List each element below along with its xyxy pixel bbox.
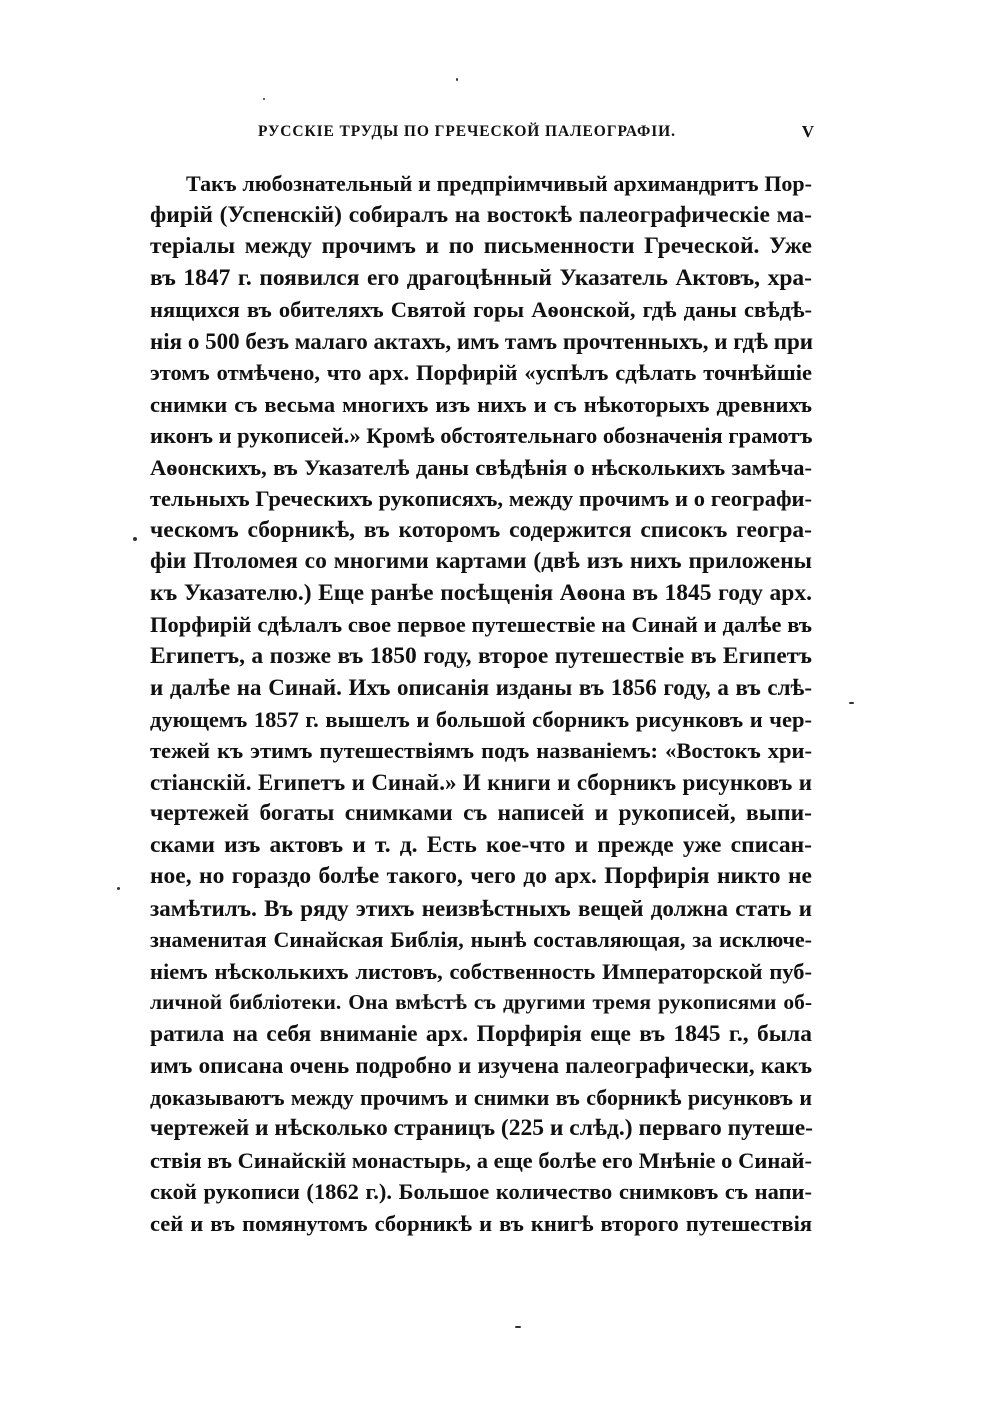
text-line: этомъ отмѣчено, что арх. Порфирій «успѣлъ сдѣлать точнѣйшіе (150, 360, 812, 385)
text-line: чертежей богаты снимками съ написей и рукописей, выпи- (150, 800, 812, 826)
scan-speck (456, 78, 458, 81)
text-line: тельныхъ Греческихъ рукописяхъ, между прочимъ и о географи- (150, 486, 812, 511)
text-line: сей и въ помянутомъ сборникѣ и въ книгѣ второго путешествія (150, 1210, 812, 1236)
text-line: ствія въ Синайскій монастырь, а еще болѣе его Мнѣніе о Синай- (150, 1147, 812, 1173)
text-line: имъ описана очень подробно и изучена палеографически, какъ (150, 1053, 812, 1078)
running-title: РУССКІЕ ТРУДЫ ПО ГРЕЧЕСКОЙ ПАЛЕОГРАФІИ. (258, 123, 676, 140)
text-line: чертежей и нѣсколько страницъ (225 и слѣд.) перваго путеше- (150, 1115, 813, 1141)
text-line: Египетъ, а позже въ 1850 году, второе путешествіе въ Египетъ (150, 642, 812, 669)
scan-speck (133, 537, 137, 541)
text-line: ской рукописи (1862 г.). Большое количество снимковъ съ напи- (150, 1179, 812, 1204)
body-text (150, 168, 812, 1239)
text-line: стіанскій. Египетъ и Синай.» И книги и сборникъ рисунковъ и (150, 769, 812, 795)
text-line: Такъ любознательный и предпріимчивый архимандритъ Пор- (186, 171, 812, 196)
text-line: иконъ и рукописей.» Кромѣ обстоятельнаго обозначенія грамотъ (150, 423, 813, 448)
text-line: тежей къ этимъ путешествіямъ подъ названіемъ: «Востокъ хри- (150, 738, 812, 763)
text-line: Порфирій сдѣлалъ свое первое путешествіе на Синай и далѣе въ (150, 612, 812, 637)
text-line: знаменитая Синайская Библія, нынѣ составляющая, за исключе- (150, 927, 812, 952)
text-line: дующемъ 1857 г. вышелъ и большой сборникъ рисунковъ и чер- (150, 706, 812, 732)
text-line: въ 1847 г. появился его драгоцѣнный Указатель Актовъ, хра- (150, 264, 812, 291)
text-line: замѣтилъ. Въ ряду этихъ неизвѣстныхъ вещей должна стать и (150, 895, 812, 921)
scan-speck (515, 1326, 521, 1328)
text-line: и далѣе на Синай. Ихъ описанія изданы въ 1856 году, а въ слѣ- (150, 675, 812, 700)
text-line: снимки съ весьма многихъ изъ нихъ и съ нѣкоторыхъ древнихъ (150, 391, 812, 417)
scan-speck (849, 702, 854, 704)
text-line: личной библіотеки. Она вмѣстѣ съ другими тремя рукописями об- (150, 990, 812, 1014)
text-line: Аѳонскихъ, въ Указателѣ даны свѣдѣнія о нѣсколькихъ замѣча- (150, 454, 812, 480)
text-line: ніемъ нѣсколькихъ листовъ, собственность Императорской пуб- (150, 958, 812, 984)
text-line: ное, но гораздо болѣе такого, чего до арх. Порфирія никто не (150, 863, 812, 889)
text-line: нящихся въ обителяхъ Святой горы Аѳонской, гдѣ даны свѣдѣ- (150, 297, 812, 322)
scan-speck (117, 887, 120, 890)
page-number: V (801, 122, 814, 141)
text-line: фирій (Успенскій) собиралъ на востокѣ палеографическіе ма- (150, 201, 812, 228)
text-line: сками изъ актовъ и т. д. Есть кое-что и прежде уже списан- (150, 831, 812, 858)
text-line: къ Указателю.) Еще ранѣе посѣщенія Аѳона въ 1845 году арх. (150, 579, 812, 606)
text-line: ратила на себя вниманіе арх. Порфирія еще въ 1845 г., была (150, 1020, 812, 1047)
text-line: теріалы между прочимъ и по письменности Греческой. Уже (150, 233, 812, 259)
text-line: доказываютъ между прочимъ и снимки въ сборникѣ рисунковъ и (150, 1084, 812, 1110)
text-line: нія о 500 безъ малаго актахъ, имъ тамъ прочтенныхъ, и гдѣ при (150, 328, 814, 354)
text-line: фіи Птоломея со многими картами (двѣ изъ нихъ приложены (150, 548, 812, 574)
running-head (150, 123, 820, 149)
text-line: ческомъ сборникѣ, въ которомъ содержится списокъ геогра- (150, 516, 812, 543)
scan-speck (263, 98, 265, 100)
